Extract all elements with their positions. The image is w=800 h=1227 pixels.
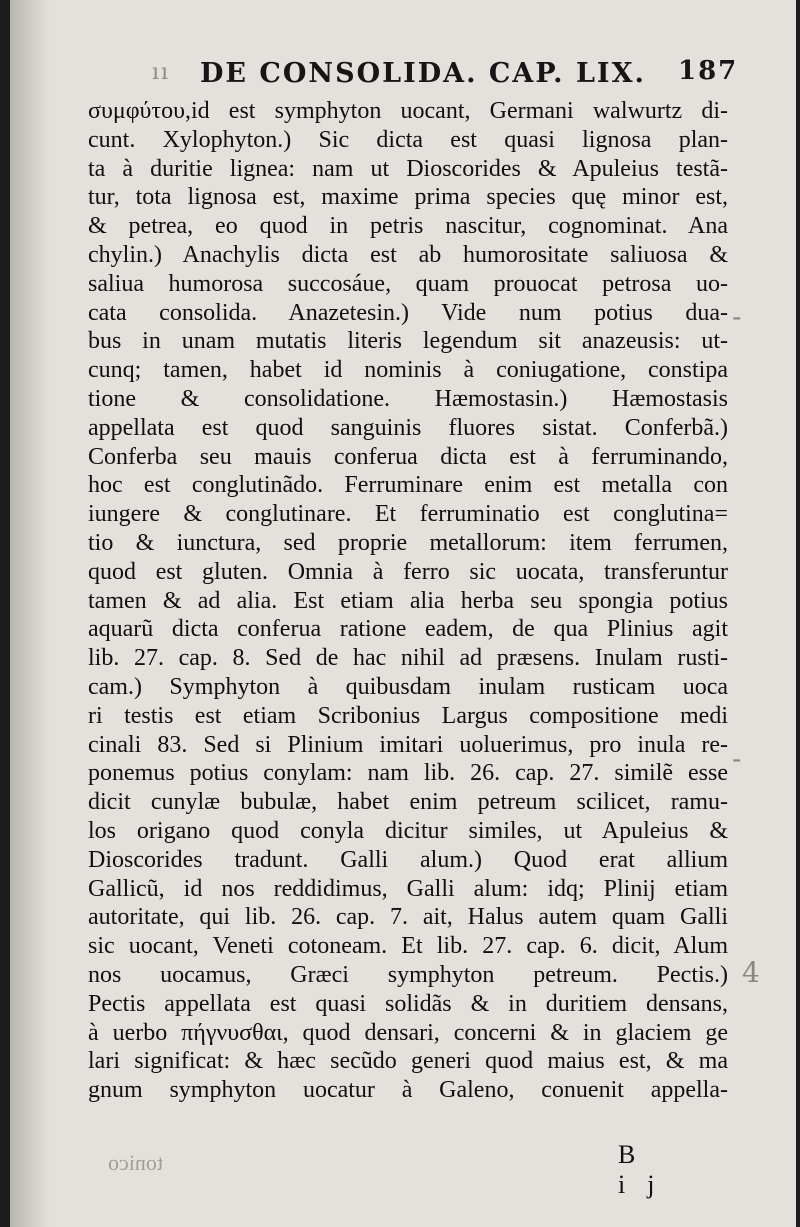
text-line: cunt. Xylophyton.) Sic dicta est quasi lignosa plan- (88, 126, 728, 153)
book-page (10, 0, 796, 1227)
text-line: Dioscorides tradunt. Galli alum.) Quod erat allium (88, 846, 728, 873)
margin-mark: - (732, 742, 742, 775)
text-line: cinali 83. Sed si Plinium imitari uoluerimus, pro inula re- (88, 731, 728, 758)
page-gutter-shadow (10, 0, 50, 1227)
text-line: à uerbo πήγνυσθαι, quod densari, concerni & in glaciem ge (88, 1019, 728, 1046)
text-line: gnum symphyton uocatur à Galeno, conuenit appella- (88, 1077, 728, 1104)
text-line: Gallicũ, id nos reddidimus, Galli alum: idq; Plinij etiam (88, 875, 728, 902)
text-line: dicit cunylæ bubulæ, habet enim petreum scilicet, ramu- (88, 789, 728, 816)
text-line: lib. 27. cap. 8. Sed de hac nihil ad præsens. Inulam rusti- (88, 645, 728, 672)
text-line: los origano quod conyla dicitur similes, ut Apuleius & (88, 817, 728, 844)
text-line: sic uocant, Veneti cotoneam. Et lib. 27. cap. 6. dicit, Alum (88, 933, 728, 960)
text-line: & petrea, eo quod in petris nascitur, cognominat. Ana (88, 213, 728, 240)
running-head-marks: ıı (152, 60, 171, 85)
text-line: ta à duritie lignea: nam ut Dioscorides & Apuleius testã- (88, 155, 728, 182)
text-line: Conferba seu mauis conferua dicta est à ferruminando, (88, 443, 728, 470)
signature-mark: B ij (618, 1140, 677, 1199)
text-line: ri testis est etiam Scribonius Largus compositione medi (88, 702, 728, 729)
margin-mark: - (732, 300, 742, 333)
text-line: tamen & ad alia. Est etiam alia herba seu spongia potius (88, 587, 728, 614)
text-line: tione & consolidatione. Hæmostasin.) Hæmostasis (88, 385, 728, 412)
page-footer (88, 1140, 728, 1200)
text-line: chylin.) Anachylis dicta est ab humorositate saliuosa & (88, 241, 728, 268)
text-line: nos uocamus, Græci symphyton petreum. Pectis.) (88, 961, 728, 988)
text-line: bus in unam mutatis literis legendum sit anazeusis: ut- (88, 328, 728, 355)
text-line: iungere & conglutinare. Et ferruminatio est conglutina= (88, 501, 728, 528)
margin-mark: 4 (742, 956, 760, 989)
text-line: συμφύτου,id est symphyton uocant, Germani walwurtz di- (88, 98, 728, 124)
running-head (88, 58, 796, 94)
text-line: hoc est conglutinãdo. Ferruminare enim est metalla con (88, 472, 728, 499)
text-line: quod est gluten. Omnia à ferro sic uocata, transferuntur (88, 558, 728, 585)
text-line: lari significat: & hæc secũdo generi quod maius est, & ma (88, 1048, 728, 1075)
body-text (88, 97, 728, 1105)
text-line: saliua humorosa succosáue, quam prouocat petrosa uo- (88, 270, 728, 297)
text-line: aquarũ dicta conferua ratione eadem, de qua Plinius agit (88, 616, 728, 643)
bleed-through-text: tonico (108, 1150, 163, 1175)
text-line: Pectis appellata est quasi solidãs & in duritiem densans, (88, 990, 728, 1017)
text-line: tur, tota lignosa est, maxime prima species quę minor est, (88, 184, 728, 211)
text-line: cam.) Symphyton à quibusdam inulam rusticam uoca (88, 673, 728, 700)
text-line: appellata est quod sanguinis fluores sistat. Conferbã.) (88, 414, 728, 441)
page-number: 187 (678, 56, 739, 86)
text-line: cunq; tamen, habet id nominis à coniugatione, constipa (88, 357, 728, 384)
text-line: tio & iunctura, sed proprie metallorum: item ferrumen, (88, 529, 728, 556)
text-line: ponemus potius conylam: nam lib. 26. cap. 27. similẽ esse (88, 760, 728, 787)
text-line: cata consolida. Anazetesin.) Vide num potius dua- (88, 299, 728, 326)
running-head-title: DE CONSOLIDA. CAP. LIX. (200, 58, 646, 89)
text-line: autoritate, qui lib. 26. cap. 7. ait, Halus autem quam Galli (88, 904, 728, 931)
